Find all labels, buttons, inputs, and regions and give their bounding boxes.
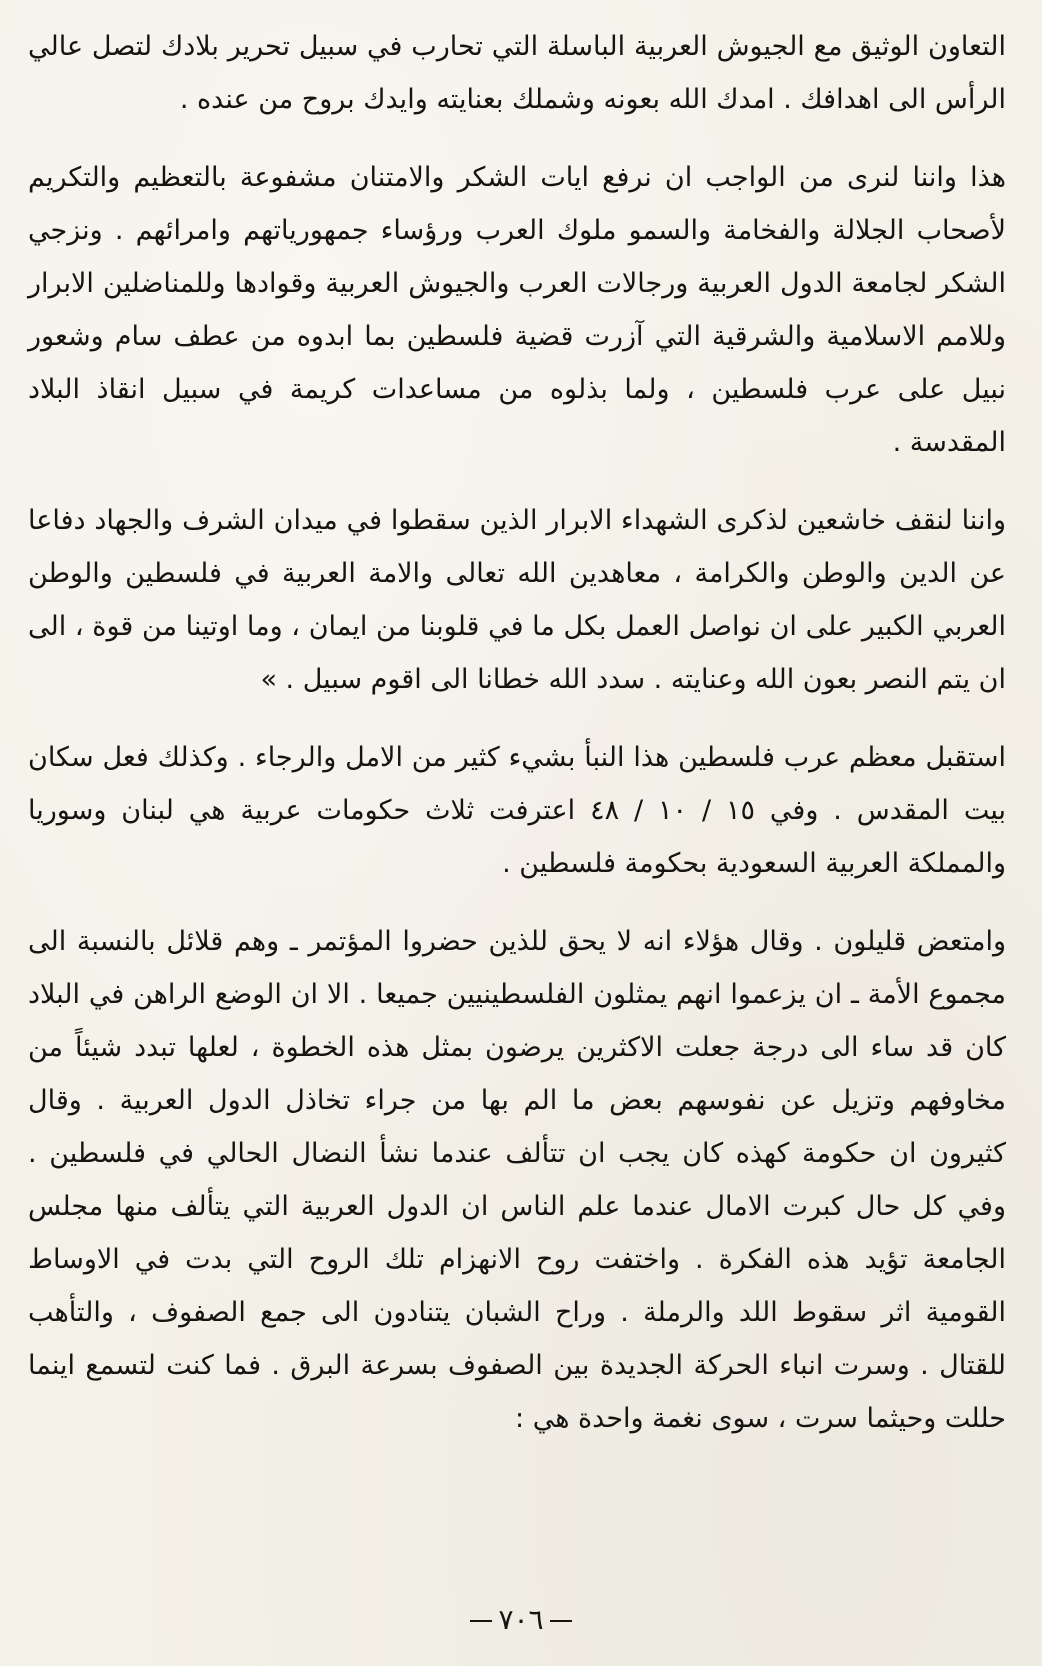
folio-dash-left: [550, 1620, 572, 1622]
paragraph-gap: [28, 890, 1006, 915]
paragraph-gap: [28, 126, 1006, 151]
page-number-text: ٧٠٦: [498, 1603, 544, 1636]
body-text: [28, 20, 1006, 1445]
folio-dash-right: [470, 1620, 492, 1622]
paragraph-3: واننا لنقف خاشعين لذكرى الشهداء الابرار الذين سقطوا في ميدان الشرف والجهاد دفاعا عن الدين والوطن والكرامة ، معاهدين الله تعالى والامة العربية في فلسطين والوطن العربي الكبير على ان نواصل العمل بكل ما في قلوبنا من ايمان ، وما اوتينا من قوة ، الى ان يتم النصر بعون الله وعنايته . سدد الله خطانا الى اقوم سبيل . »: [28, 505, 1006, 695]
paragraph-2: هذا واننا لنرى من الواجب ان نرفع ايات الشكر والامتنان مشفوعة بالتعظيم والتكريم لأصحاب الجلالة والفخامة والسمو ملوك العرب ورؤساء جمهورياتهم وامرائهم . ونزجي الشكر لجامعة الدول العربية ورجالات العرب والجيوش العربية وقوادها وللمناضلين الابرار وللامم الاسلامية والشرقية التي آزرت قضية فلسطين بما ابدوه من عطف سام وشعور نبيل على عرب فلسطين ، ولما بذلوه من مساعدات كريمة في سبيل انقاذ البلاد المقدسة .: [28, 162, 1006, 458]
paragraph-gap: [28, 469, 1006, 494]
paragraph-gap: [28, 706, 1006, 731]
page-number: [0, 1603, 1042, 1636]
paragraph-1: التعاون الوثيق مع الجيوش العربية الباسلة التي تحارب في سبيل تحرير بلادك لتصل عالي الرأس الى اهدافك . امدك الله بعونه وشملك بعنايته وايدك بروح من عنده .: [28, 31, 1006, 115]
paragraph-4: استقبل معظم عرب فلسطين هذا النبأ بشيء كثير من الامل والرجاء . وكذلك فعل سكان بيت المقدس . وفي ١٥ / ١٠ / ٤٨ اعترفت ثلاث حكومات عربية هي لبنان وسوريا والمملكة العربية السعودية بحكومة فلسطين .: [28, 742, 1006, 879]
paragraph-5: وامتعض قليلون . وقال هؤلاء انه لا يحق للذين حضروا المؤتمر ـ وهم قلائل بالنسبة الى مجموع الأمة ـ ان يزعموا انهم يمثلون الفلسطينيين جميعا . الا ان الوضع الراهن في البلاد كان قد ساء الى درجة جعلت الاكثرين يرضون بمثل هذه الخطوة ، لعلها تبدد شيئاً من مخاوفهم وتزيل عن نفوسهم بعض ما الم بها من جراء تخاذل الدول العربية . وقال كثيرون ان حكومة كهذه كان يجب ان تتألف عندما نشأ النضال الحالي في فلسطين . وفي كل حال كبرت الامال عندما علم الناس ان الدول العربية التي يتألف منها مجلس الجامعة تؤيد هذه الفكرة . واختفت روح الانهزام تلك الروح التي بدت في الاوساط القومية اثر سقوط اللد والرملة . وراح الشبان يتنادون الى جمع الصفوف ، والتأهب للقتال . وسرت انباء الحركة الجديدة بين الصفوف بسرعة البرق . فما كنت لتسمع اينما حللت وحيثما سرت ، سوى نغمة واحدة هي :: [28, 926, 1006, 1434]
